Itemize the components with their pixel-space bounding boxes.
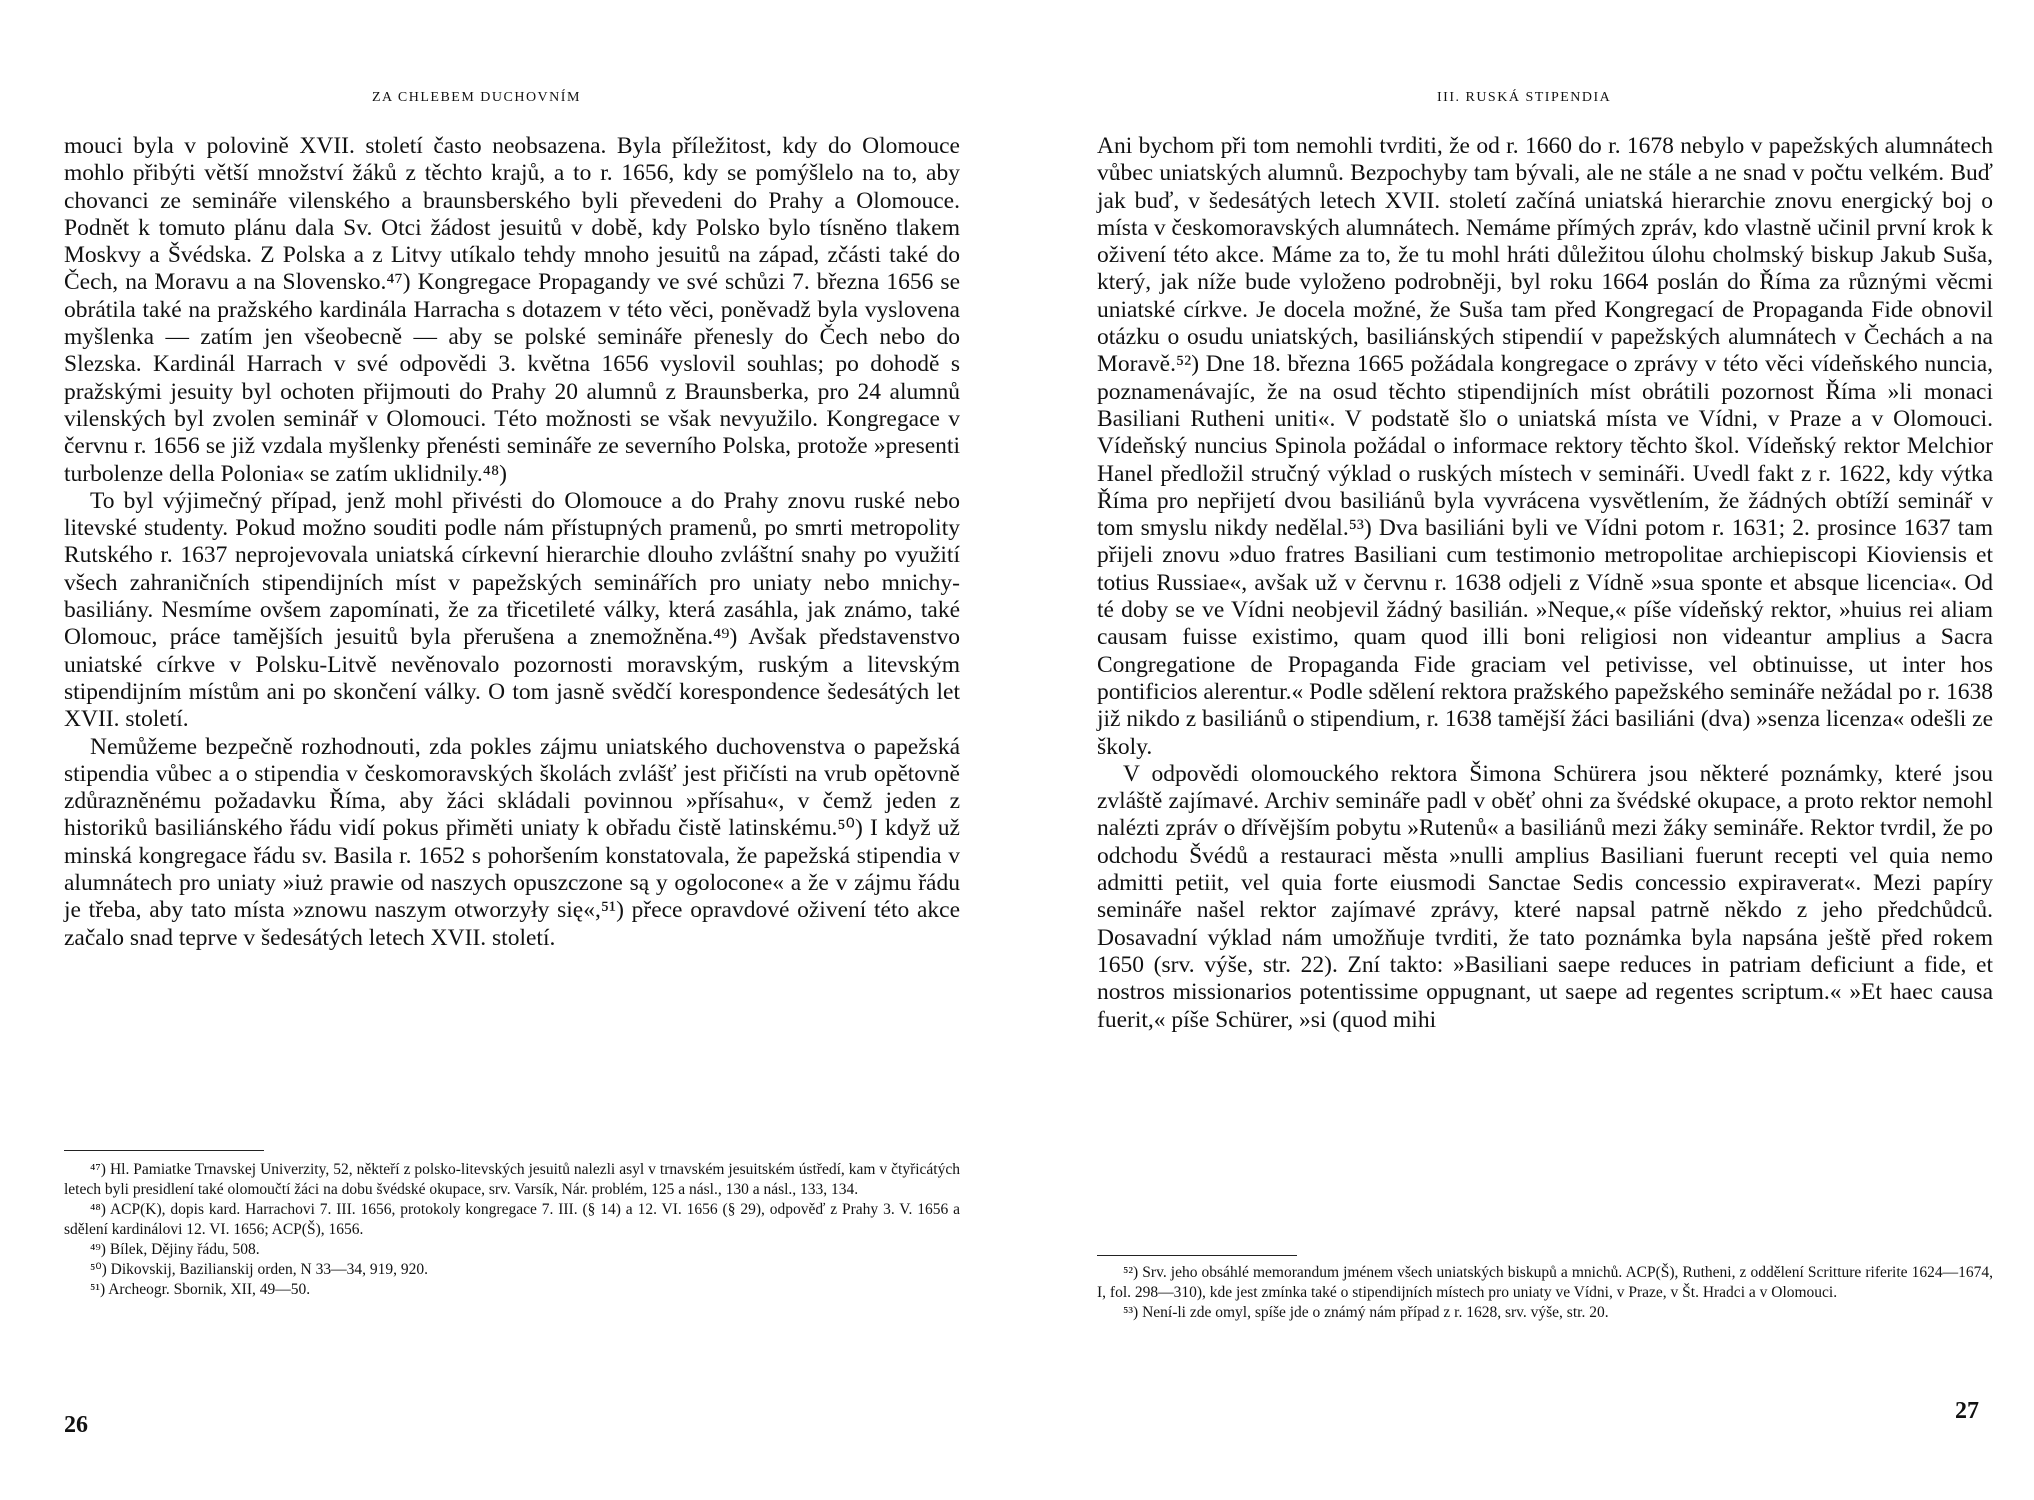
running-head: ZA CHLEBEM DUCHOVNÍM xyxy=(372,90,581,105)
body-text xyxy=(1097,133,1993,1034)
footnote-divider xyxy=(1097,1255,1297,1256)
footnote: ⁵³) Není-li zde omyl, spíše jde o známý nám případ z r. 1628, srv. výše, str. 20. xyxy=(1123,1304,1609,1321)
running-head: III. RUSKÁ STIPENDIA xyxy=(1437,90,1612,105)
footnote: ⁵¹) Archeogr. Sbornik, XII, 49—50. xyxy=(90,1281,311,1298)
footnotes xyxy=(1097,1263,1993,1323)
body-text xyxy=(64,133,960,952)
paragraph: To byl výjimečný případ, jenž mohl přivésti do Olomouce a do Prahy znovu ruské nebo litevské studenty. Pokud možno souditi podle nám přístupných pramenů, po smrti metropolity Rutského r. 1637 neprojevovala uniatská církevní hierarchie dlouho zvláštní snahy po využití všech zahraničních stipendijních míst v papežských seminářích pro uniaty nebo mnichy-basiliány. Nesmíme ovšem zapomínati, že za třicetileté války, která zasáhla, jak známo, také Olomouc, práce tamějších jesuitů byla přerušena a znemožněna.⁴⁹) Avšak představenstvo uniatské církve v Polsku-Litvě nevěnovalo pozornosti moravským, ruským a litevským stipendijním místům ani po skončení války. O tom jasně svědčí korespondence šedesátých let XVII. století. xyxy=(64,487,960,733)
page-number: 27 xyxy=(1955,1398,1979,1424)
footnotes xyxy=(64,1160,960,1300)
paragraph: V odpovědi olomouckého rektora Šimona Schürera jsou některé poznámky, které jsou zvláště zajímavé. Archiv semináře padl v oběť ohni za švédské okupace, a proto rektor nemohl nalézti zpráv o dřívějším pobytu »Rutenů« a basiliánů mezi žáky semináře. Rektor tvrdil, že po odchodu Švédů a restauraci města »nulli amplius Basiliani fuerunt recepti vel quia nemo admitti petiit, vel quia forte eiusmodi Sanctae Sedis concessio expiraverat«. Mezi papíry semináře našel rektor zajímavé zprávy, které napsal patrně někdo z jeho předchůdců. Dosavadní výklad nám umožňuje tvrditi, že tato poznámka byla napsána ještě před rokem 1650 (srv. výše, str. 22). Zní takto: »Basiliani saepe reduces in patriam deficiunt a fide, et nostros missionarios potentissime oppugnant, ut saepe ad regentes scriptum.« »Et haec causa fuerit,« píše Schürer, »si (quod mihi xyxy=(1097,760,1993,1033)
right-page xyxy=(1017,0,2034,1500)
paragraph: Ani bychom při tom nemohli tvrditi, že od r. 1660 do r. 1678 nebylo v papežských alumnátech vůbec uniatských alumnů. Bezpochyby tam bývali, ale ne stále a ne snad v počtu velkém. Buď jak buď, v šedesátých letech XVII. století začíná uniatská hierarchie znovu energický boj o místa v českomoravských alumnátech. Nemáme přímých zpráv, kdo vlastně učinil první krok k oživení této akce. Máme za to, že tu mohl hráti důležitou úlohu cholmský biskup Jakub Suša, který, jak níže bude vyloženo podrobněji, byl roku 1664 poslán do Říma za různými věcmi uniatské církve. Je docela možné, že Suša tam před Kongregací de Propaganda Fide obnovil otázku o osudu uniatských, basiliánských stipendií v papežských alumnátech v Čechách a na Moravě.⁵²) Dne 18. března 1665 požádala kongregace o zprávy v této věci vídeňského nuncia, poznamenávajíc, že na osud těchto stipendijních míst obrátili pozornost Říma »li monaci Basiliani Rutheni uniti«. V podstatě šlo o uniatská místa ve Vídni, v Praze a v Olomouci. Vídeňský nuncius Spinola požádal o informace rektory těchto škol. Vídeňský rektor Melchior Hanel předložil stručný výklad o ruských místech v semináři. Uvedl fakt z r. 1622, kdy výtka Říma pro nepřijetí dvou basiliánů byla vyvrácena vysvětlením, že žádných obtíží seminář v tom smyslu nikdy nedělal.⁵³) Dva basiliáni byli ve Vídni potom r. 1631; 2. prosince 1637 tam přijeli znovu »duo fratres Basiliani cum testimonio metropolitae archiepiscopi Kioviensis et totius Russiae«, avšak už v červnu r. 1638 odjeli z Vídně »sua sponte et absque licencia«. Od té doby se ve Vídni neobjevil žádný basilián. »Neque,« píše vídeňský rektor, »huius rei aliam causam fuisse existimo, quam quod illi boni religiosi non videantur amplius a Sacra Congregatione de Propaganda Fide graciam vel petivisse, vel obtinuisse, ut inter hos pontificios alerentur.« Podle sdělení rektora pražského papežského semináře nežádal po r. 1638 již nikdo z basiliánů o stipendium, r. 1638 tamější žáci basiliáni (dva) »senza licenza« odešli ze školy. xyxy=(1097,133,1993,760)
paragraph: Nemůžeme bezpečně rozhodnouti, zda pokles zájmu uniatského duchovenstva o papežská stipendia vůbec a o stipendia v českomoravských školách zvlášť jest přičísti na vrub opětovně zdůrazněnému požadavku Říma, aby žáci skládali povinnou »přísahu«, v čemž jeden z historiků basiliánského řádu vidí pokus přiměti uniaty k obřadu čistě latinskému.⁵⁰) I když už minská kongregace řádu sv. Basila r. 1652 s pohoršením konstatovala, že papežská stipendia v alumnátech pro uniaty »iuż prawie od naszych opuszczone są y ogolocone« a že v zájmu řádu je třeba, aby tato místa »znowu naszym otworzyły się«,⁵¹) přece opravdové oživení této akce začalo snad teprve v šedesátých letech XVII. století. xyxy=(64,733,960,951)
footnote: ⁴⁸) ACP(K), dopis kard. Harrachovi 7. III. 1656, protokoly kongregace 7. III. (§ 14) a 12. VI. 1656 (§ 29), odpověď z Prahy 3. V. 1656 a sdělení kardinálovi 12. VI. 1656; ACP(Š), 1656. xyxy=(64,1201,960,1238)
footnote: ⁴⁹) Bílek, Dějiny řádu, 508. xyxy=(90,1241,260,1258)
page-number: 26 xyxy=(64,1412,88,1438)
paragraph: mouci byla v polovině XVII. století často neobsazena. Byla příležitost, kdy do Olomouce mohlo přibýti větší množství žáků z těchto krajů, a to r. 1656, kdy se pomýšlelo na to, aby chovanci ze semináře vilenského a braunsberského byli převedeni do Prahy a Olomouce. Podnět k tomuto plánu dala Sv. Otci žádost jesuitů v době, kdy Polsko bylo tísněno tlakem Moskvy a Švédska. Z Polska a z Litvy utíkalo tehdy mnoho jesuitů na západ, zčásti také do Čech, na Moravu a na Slovensko.⁴⁷) Kongregace Propagandy ve své schůzi 7. března 1656 se obrátila také na pražského kardinála Harracha s dotazem v této věci, poněvadž byla vyslovena myšlenka — zatím jen všeobecně — aby se polské semináře přenesly do Čech nebo do Slezska. Kardinál Harrach v své odpovědi 3. května 1656 vyslovil souhlas; po dohodě s pražskými jesuity byl ochoten přijmouti do Prahy 20 alumnů z Braunsberka, pro 24 alumnů vilenských byl zvolen seminář v Olomouci. Této možnosti se však nevyužilo. Kongregace v červnu r. 1656 se již vzdala myšlenky přenésti semináře ze severního Polska, protože »presenti turbolenze della Polonia« se zatím uklidnily.⁴⁸) xyxy=(64,133,960,487)
footnote: ⁵⁰) Dikovskij, Bazilianskij orden, N 33—34, 919, 920. xyxy=(90,1261,428,1278)
footnote: ⁵²) Srv. jeho obsáhlé memorandum jménem všech uniatských biskupů a mnichů. ACP(Š), Rutheni, z oddělení Scritture riferite 1624—1674, I, fol. 298—310), kde jest zmínka také o stipendijních místech pro uniaty ve Vídni, v Praze, v Št. Hradci a v Olomouci. xyxy=(1097,1264,1993,1301)
footnote: ⁴⁷) Hl. Pamiatke Trnavskej Univerzity, 52, někteří z polsko-litevských jesuitů nalezli asyl v trnavském jesuitském ústředí, kam v čtyřicátých letech byli presidlení také olomoučtí žáci na dobu švédské okupace, srv. Varsík, Nár. problém, 125 a násl., 130 a násl., 133, 134. xyxy=(64,1161,960,1198)
footnote-divider xyxy=(64,1150,264,1151)
